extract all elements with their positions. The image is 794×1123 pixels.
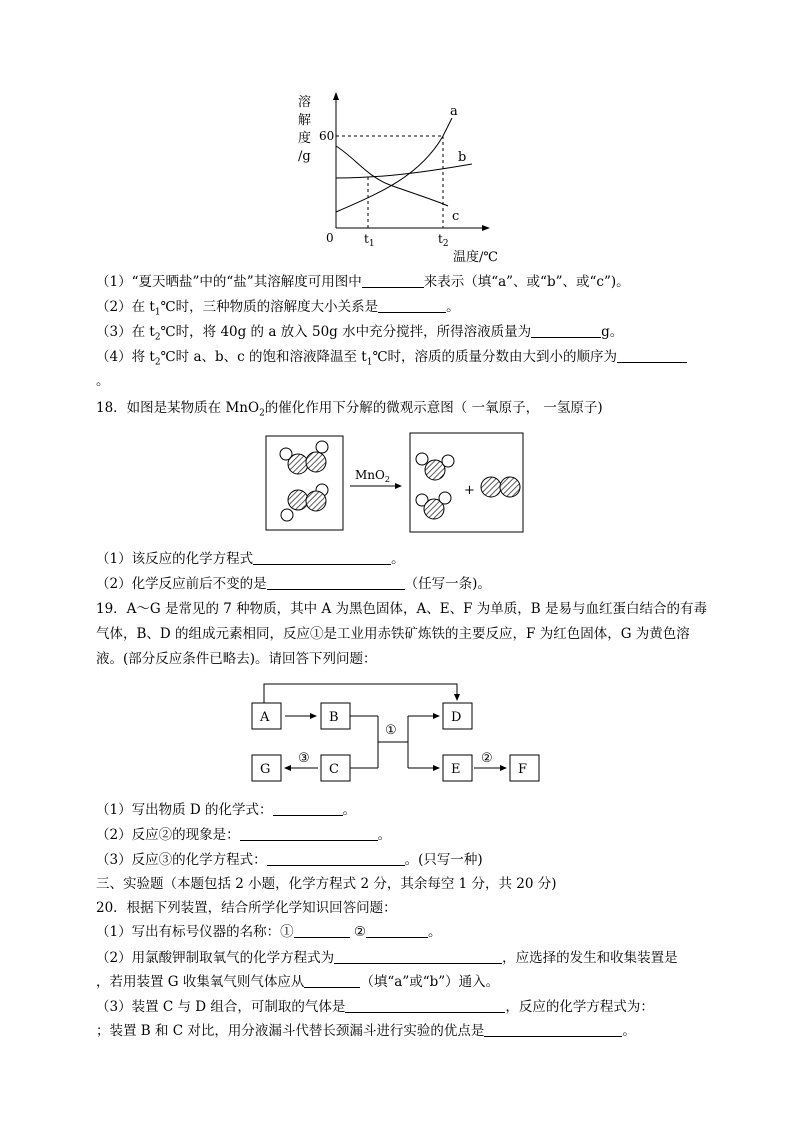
q20-blank-6[interactable] <box>484 1022 622 1037</box>
reaction-1-label: ① <box>385 723 397 738</box>
q17-part2: （2）在 $t_1℃$时，三种物质的溶解度大小关系是 。 <box>96 299 460 318</box>
q20-part1: （1）写出有标号仪器的名称：① ② 。 <box>96 924 442 940</box>
q20-part3-cont: ；装置 B 和 C 对比，用分液漏斗代替长颈漏斗进行实验的优点是 。 <box>96 1023 636 1039</box>
q17-blank-3[interactable] <box>531 323 601 338</box>
oxygen-atom <box>288 454 308 474</box>
t2-label: $t_2$ <box>438 232 449 249</box>
q18-blank-1[interactable] <box>253 550 391 565</box>
q17-blank-1[interactable] <box>362 273 424 288</box>
q18-part1: （1）该反应的化学方程式 。 <box>96 551 405 567</box>
q20-part2: （2）用氯酸钾制取氧气的化学方程式为 ，应选择的发生和收集装置是 <box>96 950 678 966</box>
q20-blank-2[interactable] <box>366 923 428 938</box>
curve-c-line <box>336 146 448 206</box>
solubility-graph <box>290 88 530 270</box>
reaction-arrow-head <box>395 483 402 489</box>
q20-part3: （3）装置 C 与 D 组合，可制取的气体是 ，反应的化学方程式为： <box>96 999 654 1015</box>
curve-b-label: b <box>458 150 467 165</box>
label-D: D <box>451 710 462 725</box>
hydrogen-atom <box>316 441 328 453</box>
label-E: E <box>451 762 461 777</box>
q19-blank-3[interactable] <box>267 851 405 866</box>
q19-stem-line3: 液。(部分反应条件已略去)。请回答下列问题： <box>96 651 377 667</box>
t1-label: $t_1$ <box>364 232 375 249</box>
oxygen-atom <box>306 452 326 472</box>
q20-blank-4[interactable] <box>304 973 360 988</box>
q19-part3: （3）反应③的化学方程式： 。(只写一种) <box>96 852 483 868</box>
q20-blank-1[interactable] <box>294 923 350 938</box>
catalyst-label: MnO$_2$ <box>355 468 390 484</box>
q20-part2-cont: ，若用装置 G 收集氧气则气体应从 （填“a”或“b”）通入。 <box>96 974 500 990</box>
x-axis-arrow <box>482 225 490 231</box>
oxygen-atom <box>481 477 501 497</box>
y-axis-label-2: 解 <box>298 113 312 128</box>
arrow-head-d-top <box>454 694 460 701</box>
connector-a-d <box>264 684 457 704</box>
q20-blank-3[interactable] <box>334 949 502 964</box>
q18-blank-2[interactable] <box>267 575 405 590</box>
reaction-3-label: ③ <box>298 751 310 766</box>
label-G: G <box>260 762 271 777</box>
q18-part2: （2）化学反应前后不变的是 （任写一条)。 <box>96 576 491 592</box>
oxygen-atom <box>288 490 308 510</box>
q17-end: 。 <box>96 373 110 389</box>
oxygen-atom <box>306 491 326 511</box>
q17-blank-2[interactable] <box>378 298 446 313</box>
arrow-head-b <box>310 713 317 719</box>
y-axis-arrow <box>333 92 339 100</box>
curve-a-label: a <box>450 104 458 119</box>
label-C: C <box>329 762 339 777</box>
hydrogen-atom <box>416 453 428 465</box>
label-A: A <box>260 710 270 725</box>
q17-part4: （4）将 $t_2℃$时 a、b、c 的饱和溶液降温至 $t_1℃$时，溶质的质量分数由大到小的顺序为 <box>96 347 687 373</box>
arrow-head-f <box>500 765 507 771</box>
oxygen-atom <box>500 477 520 497</box>
q20-blank-5[interactable] <box>345 998 505 1013</box>
x-axis-label: 温度/℃ <box>453 250 498 265</box>
q17-blank-4[interactable] <box>617 348 687 363</box>
plus-sign: + <box>464 483 475 498</box>
q19-stem-line2: 气体，B、D 的组成元素相同，反应①是工业用赤铁矿炼铁的主要反应，F 为红色固体，G 为黄色溶 <box>96 626 690 642</box>
section-3-heading: 三、实验题（本题包括 2 小题，化学方程式 2 分，其余每空 1 分，共 20 分) <box>96 876 557 892</box>
label-B: B <box>329 710 339 725</box>
y-axis-label-3: 度 <box>298 131 312 146</box>
arrow-head-e <box>433 765 440 771</box>
y-axis-label-1: 溶 <box>298 95 312 110</box>
reactant-box <box>266 436 343 530</box>
reaction-diagram <box>265 432 530 534</box>
q19-part1: （1）写出物质 D 的化学式： 。 <box>96 802 356 818</box>
q19-blank-1[interactable] <box>273 801 343 816</box>
hydrogen-atom <box>281 509 293 521</box>
origin-label: 0 <box>326 231 334 245</box>
q20-stem: 20．根据下列装置，结合所学化学知识回答问题： <box>96 900 397 916</box>
q17-part1: （1）“夏天晒盐”中的“盐”其溶解度可用图中 来表示（填“a”、或“b”、或“c”)。 <box>96 274 630 290</box>
curve-a-line <box>336 118 452 212</box>
hydrogen-atom <box>442 455 454 467</box>
arrow-head-d <box>433 713 440 719</box>
q17-part3: （3）在 $t_2℃$时，将 40g 的 a 放入 50g 水中充分搅拌，所得溶液质量为 g。 <box>96 324 624 343</box>
label-F: F <box>518 762 528 777</box>
q19-blank-2[interactable] <box>240 826 378 841</box>
reaction-2-label: ② <box>481 751 493 766</box>
q19-part2: （2）反应②的现象是： 。 <box>96 827 392 843</box>
flow-diagram <box>248 676 548 788</box>
q18-stem: 18．如图是某物质在 MnO$_2$的催化作用下分解的微观示意图（ 一氧原子， 一氢原子) <box>96 400 603 419</box>
q19-stem-line1: 19．A～G 是常见的 7 种物质，其中 A 为黑色固体，A、E、F 为单质，B 是易与血红蛋白结合的有毒 <box>96 601 707 617</box>
curve-b-line <box>336 164 472 178</box>
y-axis-label-4: /g <box>298 149 311 164</box>
arrow-head-g <box>284 765 291 771</box>
curve-c-label: c <box>452 209 460 224</box>
y-tick-60: 60 <box>319 129 335 143</box>
hydrogen-atom <box>439 492 451 504</box>
